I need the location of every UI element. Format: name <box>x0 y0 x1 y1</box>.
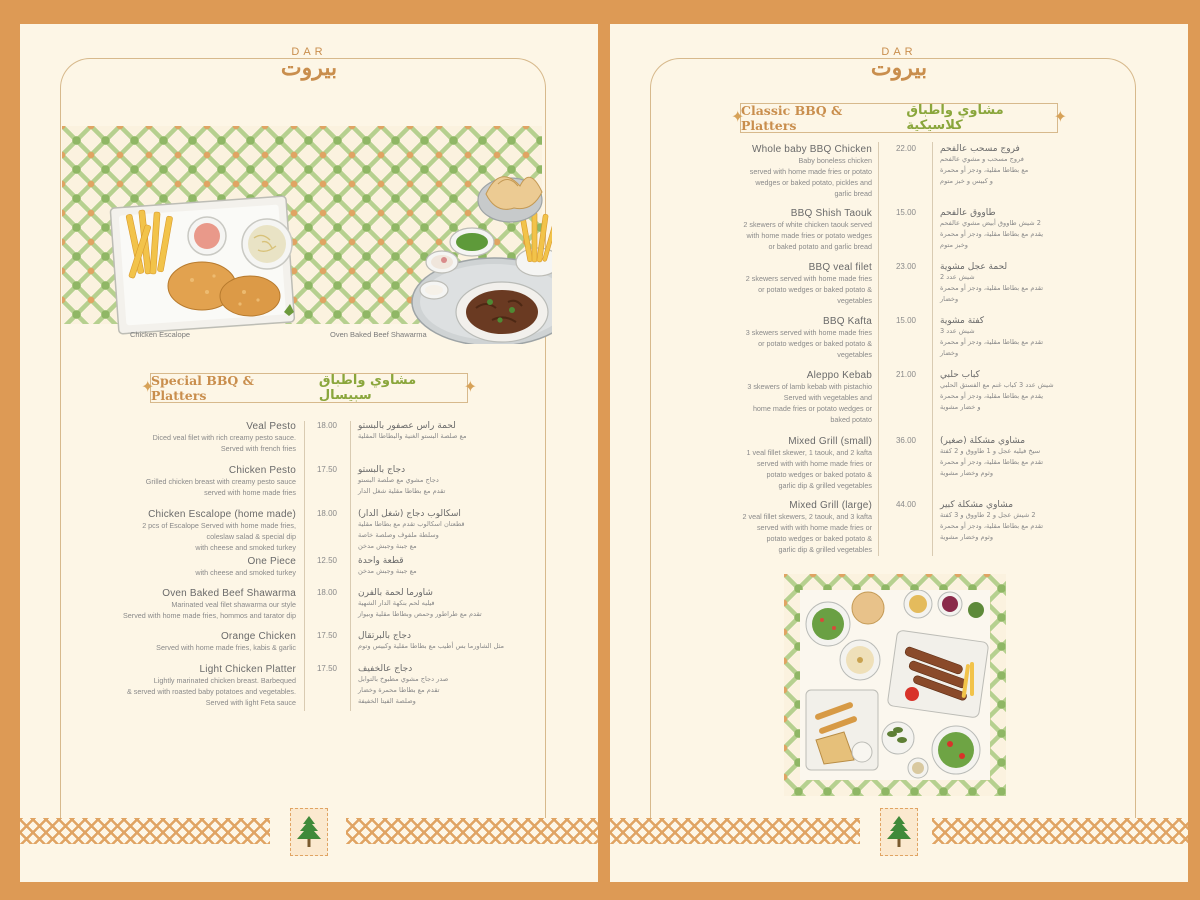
item-desc-ar: قطعتان اسكالوب تقدم مع بطاطا مقلية <box>358 520 465 528</box>
item-desc: Served with vegetables and <box>783 393 872 402</box>
brand-arabic: بيروت <box>870 55 928 81</box>
item-desc-ar: مثل الشاورما بس أطيب مع بطاطا مقلية وكبيس وتوم <box>358 642 505 650</box>
item-desc: served with with home made fries or <box>756 523 872 532</box>
lattice-border <box>610 818 860 844</box>
item-desc-ar: وصلصة الفيتا الخفيفة <box>358 697 416 705</box>
item-desc: served with home made fries <box>204 488 296 497</box>
item-name: Mixed Grill (large) <box>789 500 872 511</box>
menu-item-chicken-pesto <box>80 465 508 498</box>
item-desc: Grilled chicken breast with creamy pesto sauce <box>145 477 296 486</box>
item-desc-ar: و خضار مشوية <box>940 403 981 411</box>
lattice-border <box>20 818 270 844</box>
item-desc: & served with roasted baby potatoes and vegetables. <box>126 687 296 696</box>
item-name-ar: كباب حلبي <box>940 370 980 380</box>
menu-item-light-chicken-platter <box>80 664 508 708</box>
section-title-en: Special BBQ & Platters <box>151 373 254 403</box>
item-desc: 2 skewers of white chicken taouk served <box>743 220 872 229</box>
item-name-ar: اسكالوب دجاج (شغل الدار) <box>358 509 461 519</box>
item-desc: garlic bread <box>834 189 872 198</box>
item-desc-ar: وثوم وخضار مشوية <box>940 469 994 477</box>
item-desc-ar: مع صلصة البستو الغنية والبطاطا المقلية <box>358 432 467 440</box>
item-desc-ar: صدر دجاج مشوي مطبوخ بالتوابل <box>358 675 449 683</box>
item-desc: Marinated veal filet shawarma our style <box>171 600 296 609</box>
item-name: Oven Baked Beef Shawarma <box>162 588 296 599</box>
item-desc: served with home made fries or potato <box>749 167 872 176</box>
item-desc: potato wedges or baked potato & <box>766 534 872 543</box>
item-desc-ar: تقدم مع بطاطا مقلية شغل الدار <box>358 487 446 495</box>
star-ornament-icon: ✦ <box>141 379 155 396</box>
item-desc: wedges or baked potato, pickles and <box>755 178 872 187</box>
brand-logo <box>610 46 1188 81</box>
item-desc-ar: فروج مسحب و مشوي عالفحم <box>940 155 1024 163</box>
item-desc: 2 veal fillet skewers, 2 taouk, and 3 kafta <box>742 512 872 521</box>
item-price: 21.00 <box>895 370 917 379</box>
item-desc-ar: فيليه لحم بنكهة الدار الشهية <box>358 599 435 607</box>
item-price: 44.00 <box>895 500 917 509</box>
item-desc: garlic dip & grilled vegetables <box>778 545 872 554</box>
item-name-ar: كفتة مشوية <box>940 316 985 326</box>
item-name-ar: لحمة عجل مشوية <box>940 262 1008 272</box>
menu-item-one-piece <box>80 556 508 578</box>
item-price: 15.00 <box>895 208 917 217</box>
item-name-ar: دجاج بالبرتقال <box>358 631 411 641</box>
item-desc: with home made fries or potato wedges <box>746 231 872 240</box>
item-desc-ar: يقدم مع بطاطا مقلية، ودجز أو محمرة <box>940 230 1044 238</box>
brand-latin: DAR <box>291 46 327 58</box>
item-name-ar: لحمة راس عصفور بالبستو <box>358 421 456 431</box>
item-desc: home made fries or potato wedges or <box>752 404 872 413</box>
caption-oven-baked-beef-shawarma: Oven Baked Beef Shawarma <box>330 330 427 339</box>
item-name-ar: مشاوي مشكلة (صغير) <box>940 436 1026 446</box>
item-name: Veal Pesto <box>246 421 296 432</box>
caption-chicken-escalope: Chicken Escalope <box>130 330 191 339</box>
menu-item-bbq-veal-filet <box>670 262 1090 306</box>
item-name-ar: دجاج عالخفيف <box>358 664 413 674</box>
item-desc: vegetables <box>837 296 872 305</box>
item-price: 12.50 <box>316 556 338 565</box>
item-desc: Lightly marinated chicken breast. Barbequed <box>153 676 296 685</box>
item-name: Whole baby BBQ Chicken <box>751 144 872 155</box>
item-desc: Diced veal filet with rich creamy pesto sauce. <box>152 433 296 442</box>
item-desc: Baby boneless chicken <box>798 156 872 165</box>
item-desc-ar: 2 شيش عجل و 2 طاووق و 3 كفتة <box>940 511 1036 519</box>
item-desc-ar: وخضار <box>940 349 959 357</box>
menu-item-bbq-kafta <box>670 316 1090 360</box>
item-price: 22.00 <box>895 144 917 153</box>
menu-item-veal-pesto <box>80 421 508 454</box>
item-desc-ar: وخبز متوم <box>940 241 968 249</box>
item-desc-ar: تقدم مع بطاطا محمرة وخضار <box>358 686 440 694</box>
item-desc-ar: وخضار <box>940 295 959 303</box>
item-price: 36.00 <box>895 436 917 445</box>
item-name-ar: قطعة واحدة <box>358 556 404 566</box>
item-desc: vegetables <box>837 350 872 359</box>
item-desc: Served with home made fries, kabis & garlic <box>156 643 296 652</box>
item-desc: 1 veal fillet skewer, 1 taouk, and 2 kafta <box>746 448 872 457</box>
section-heading-special <box>141 373 477 403</box>
item-desc: or baked potato and garlic bread <box>768 242 872 251</box>
item-desc: Served with home made fries, hommos and tarator dip <box>123 611 296 620</box>
item-desc-ar: مع جبنة وجبش مدخن <box>358 542 417 550</box>
item-name: One Piece <box>247 556 296 567</box>
menu-item-orange-chicken <box>80 631 508 653</box>
item-desc: 2 skewers served with home made fries <box>745 274 872 283</box>
item-name-ar: دجاج بالبستو <box>358 465 406 475</box>
item-desc-ar: 2 شيش طاووق أبيض مشوي عالفحم <box>940 219 1041 227</box>
item-desc-ar: مع جبنة وجبش مدخن <box>358 567 417 575</box>
menu-page-right <box>610 24 1188 882</box>
menu-item-chicken-escalope <box>80 509 508 553</box>
item-name-ar: مشاوي مشكلة كبير <box>940 500 1014 510</box>
section-title-ar: مشاوي واطباق كلاسيكية <box>906 103 1004 133</box>
item-name: Mixed Grill (small) <box>788 436 872 447</box>
item-name: Chicken Pesto <box>228 465 296 476</box>
item-desc-ar: تقدم مع بطاطا مقلية، ودجز أو محمرة <box>940 338 1044 346</box>
item-name: Light Chicken Platter <box>199 664 296 675</box>
star-ornament-icon: ✦ <box>463 379 477 396</box>
item-price: 17.50 <box>316 465 338 474</box>
item-desc-ar: شيش عدد 2 <box>940 273 975 281</box>
item-desc: Served with french fries <box>220 444 296 453</box>
item-name: Chicken Escalope (home made) <box>148 509 296 520</box>
menu-item-mixed-grill-small <box>670 436 1090 491</box>
item-desc-ar: دجاج مشوي مع صلصة البستو <box>358 476 439 484</box>
item-desc-ar: شيش عدد 3 كباب غنم مع الفستق الحلبي <box>940 381 1054 389</box>
menu-item-mixed-grill-large <box>670 500 1090 555</box>
item-name-ar: طاووق عالفحم <box>940 208 996 218</box>
item-desc-ar: تقدم مع بطاطا مقلية، ودجز أو محمرة <box>940 458 1044 466</box>
item-desc: baked potato <box>830 415 872 424</box>
lattice-border <box>932 818 1188 844</box>
item-price: 23.00 <box>895 262 917 271</box>
item-desc-ar: يقدم مع بطاطا مقلية، ودجز أو محمرة <box>940 392 1044 400</box>
item-desc: served with with home made fries or <box>756 459 872 468</box>
menu-item-bbq-shish-taouk <box>670 208 1090 252</box>
item-name: Orange Chicken <box>220 631 296 642</box>
item-price: 15.00 <box>895 316 917 325</box>
cedar-tree-icon <box>884 813 914 851</box>
item-name: BBQ Kafta <box>822 316 872 327</box>
item-price: 17.50 <box>316 664 338 673</box>
item-desc: garlic dip & grilled vegetables <box>778 481 872 490</box>
brand-latin: DAR <box>881 46 917 58</box>
brand-arabic: بيروت <box>280 55 338 81</box>
item-desc-ar: تقدم مع بطاطا مقلية، ودجز أو محمرة <box>940 284 1044 292</box>
item-desc: or potato wedges or baked potato & <box>758 339 872 348</box>
section-title-en: Classic BBQ & Platters <box>741 103 843 133</box>
menu-item-aleppo-kebab <box>670 370 1090 425</box>
menu-item-whole-baby-bbq-chicken <box>670 144 1090 199</box>
item-desc-ar: وثوم وخضار مشوية <box>940 533 994 541</box>
item-desc-ar: شيش عدد 3 <box>940 327 975 335</box>
item-desc: or potato wedges or baked potato & <box>758 285 872 294</box>
brand-logo <box>20 46 598 81</box>
item-desc-ar: تقدم مع بطاطا مقلية، ودجز أو محمرة <box>940 522 1044 530</box>
item-price: 17.50 <box>316 631 338 640</box>
item-desc: with cheese and smoked turkey <box>195 568 296 577</box>
item-desc: 3 skewers of lamb kebab with pistachio <box>747 382 872 391</box>
menu-page-left <box>20 24 598 882</box>
item-desc-ar: سيخ فيليه عجل و 1 طاووق و 2 كفتة <box>940 447 1041 455</box>
star-ornament-icon: ✦ <box>1053 109 1067 126</box>
food-illustration <box>62 124 552 344</box>
star-ornament-icon: ✦ <box>731 109 745 126</box>
lattice-border <box>346 818 598 844</box>
item-desc-ar: تقدم مع طراطور وحمص وبطاطا مقلية وبيواز <box>358 610 482 618</box>
section-title-ar: مشاوي واطباق سبيسال <box>318 373 417 403</box>
item-price: 18.00 <box>316 421 338 430</box>
cedar-stamp <box>880 808 918 856</box>
item-desc-ar: وسلطة ملفوف وصلصة خاصة <box>358 531 439 539</box>
item-desc-ar: مع بطاطا مقلية، ودجز أو محمرة <box>940 166 1029 174</box>
item-desc: Served with light Feta sauce <box>205 698 296 707</box>
item-name-ar: شاورما لحمة بالفرن <box>358 588 433 598</box>
item-desc: 3 skewers served with home made fries <box>745 328 872 337</box>
item-name-ar: فروج مسحب عالفحم <box>940 144 1020 154</box>
menu-item-oven-baked-beef-shawarma <box>80 588 508 621</box>
cedar-stamp <box>290 808 328 856</box>
item-desc: coleslaw salad & special dip <box>206 532 296 541</box>
cedar-tree-icon <box>294 813 324 851</box>
section-heading-classic <box>731 103 1067 133</box>
item-price: 18.00 <box>316 588 338 597</box>
item-desc: with cheese and smoked turkey <box>195 543 296 552</box>
item-price: 18.00 <box>316 509 338 518</box>
platter-illustration <box>800 590 990 780</box>
item-desc: potato wedges or baked potato & <box>766 470 872 479</box>
item-name: BBQ Shish Taouk <box>790 208 872 219</box>
item-name: Aleppo Kebab <box>806 370 872 381</box>
item-desc-ar: و كبيس و خبز متوم <box>940 177 993 185</box>
item-desc: 2 pcs of Escalope Served with home made fries, <box>142 521 296 530</box>
item-name: BBQ veal filet <box>808 262 872 273</box>
